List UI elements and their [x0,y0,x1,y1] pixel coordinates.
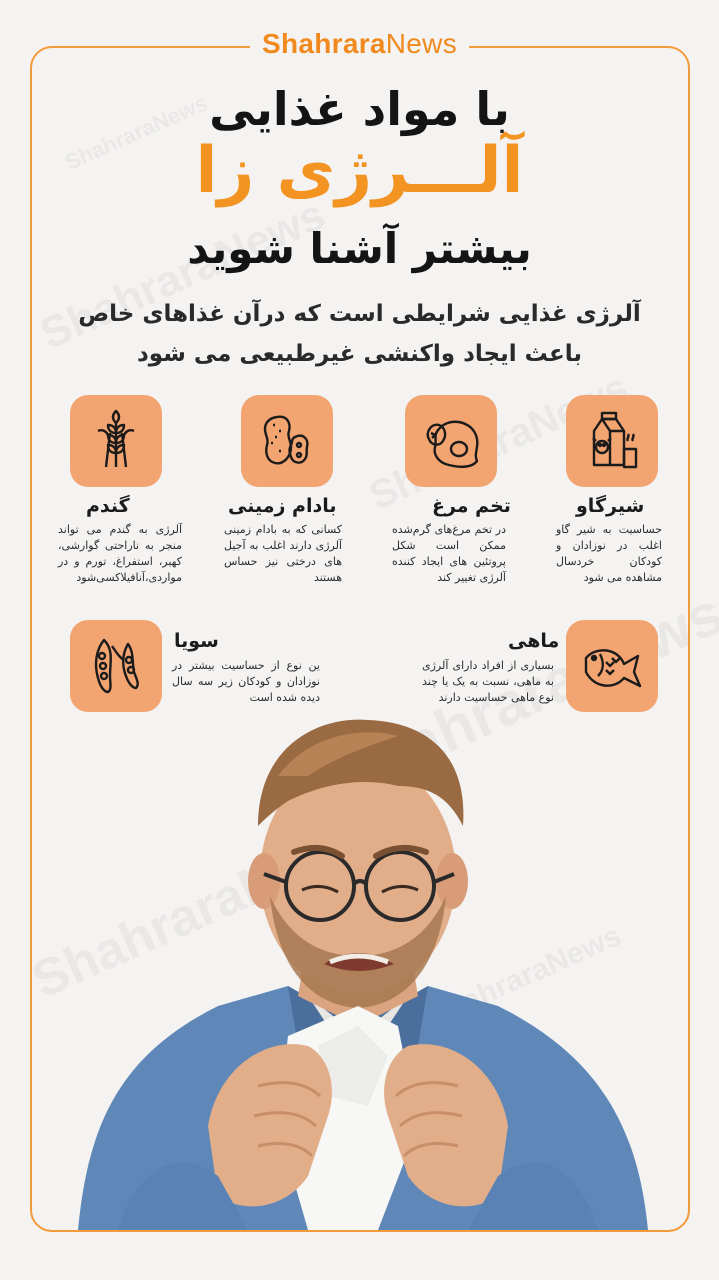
brand-name-light: News [385,28,457,59]
peanut-icon-box [241,395,333,487]
fish-icon [580,634,644,698]
milk-text: حساسیت به شیر گاو اغلب در نوزادان و کودکان خردسال مشاهده می شود [556,523,662,584]
peanut-title: بادام زمینی [228,495,337,517]
milk-carton-icon [580,409,644,473]
intro-line-2: باعث ایجاد واکنشی غیرطبیعی می شود [137,341,582,367]
milk-title: شیرگاو [576,495,645,517]
sneezing-man-illustration [58,706,658,1230]
brand-name-bold: Shahrara [261,28,386,59]
fried-egg-icon [419,409,483,473]
soy-text: ین نوع از حساسیت بیشتر در نوزادان و کودکان زیر سه سال دیده شده است [172,659,320,704]
title-line-1: با مواد غذایی [209,82,510,136]
peanut-text: کسانی که به بادام زمینی آلرژی دارند اغلب به آجیل های درختی نیز حساس هستند [224,523,342,584]
peanut-icon [255,409,319,473]
egg-text: در تخم مرغ‌های گرم‌شده ممکن است شکل پروتئین های ایجاد کننده آلرژی تغییر کند [392,523,506,584]
fish-icon-box [566,620,658,712]
wheat-title: گندم [86,495,130,517]
fish-text: بسیاری از افراد دارای آلرژی به ماهی، نسبت به یک یا چند نوع ماهی حساسیت دارند [422,659,554,704]
fish-title: ماهی [508,630,560,652]
wheat-icon-box [70,395,162,487]
milk-icon-box [566,395,658,487]
brand-logo [0,26,719,62]
soy-icon-box [70,620,162,712]
egg-icon-box [405,395,497,487]
egg-title: تخم مرغ [432,495,511,517]
wheat-icon [84,409,148,473]
title-line-2: آلـــرژی زا [195,134,524,208]
title-line-3: بیشتر آشنا شوید [187,224,532,273]
intro-line-1: آلرژی غذایی شرایطی است که درآن غذاهای خاص [78,301,641,327]
intro-text [60,294,659,374]
soybean-icon [84,634,148,698]
wheat-text: آلرژی به گندم می تواند منجر به ناراحتی گوارشی، کهیر، استفراغ، تورم و در مواردی،آنافیلاکسی‌شود [58,523,182,584]
sneezing-man-photo [58,706,658,1230]
soy-title: سویا [174,630,219,652]
